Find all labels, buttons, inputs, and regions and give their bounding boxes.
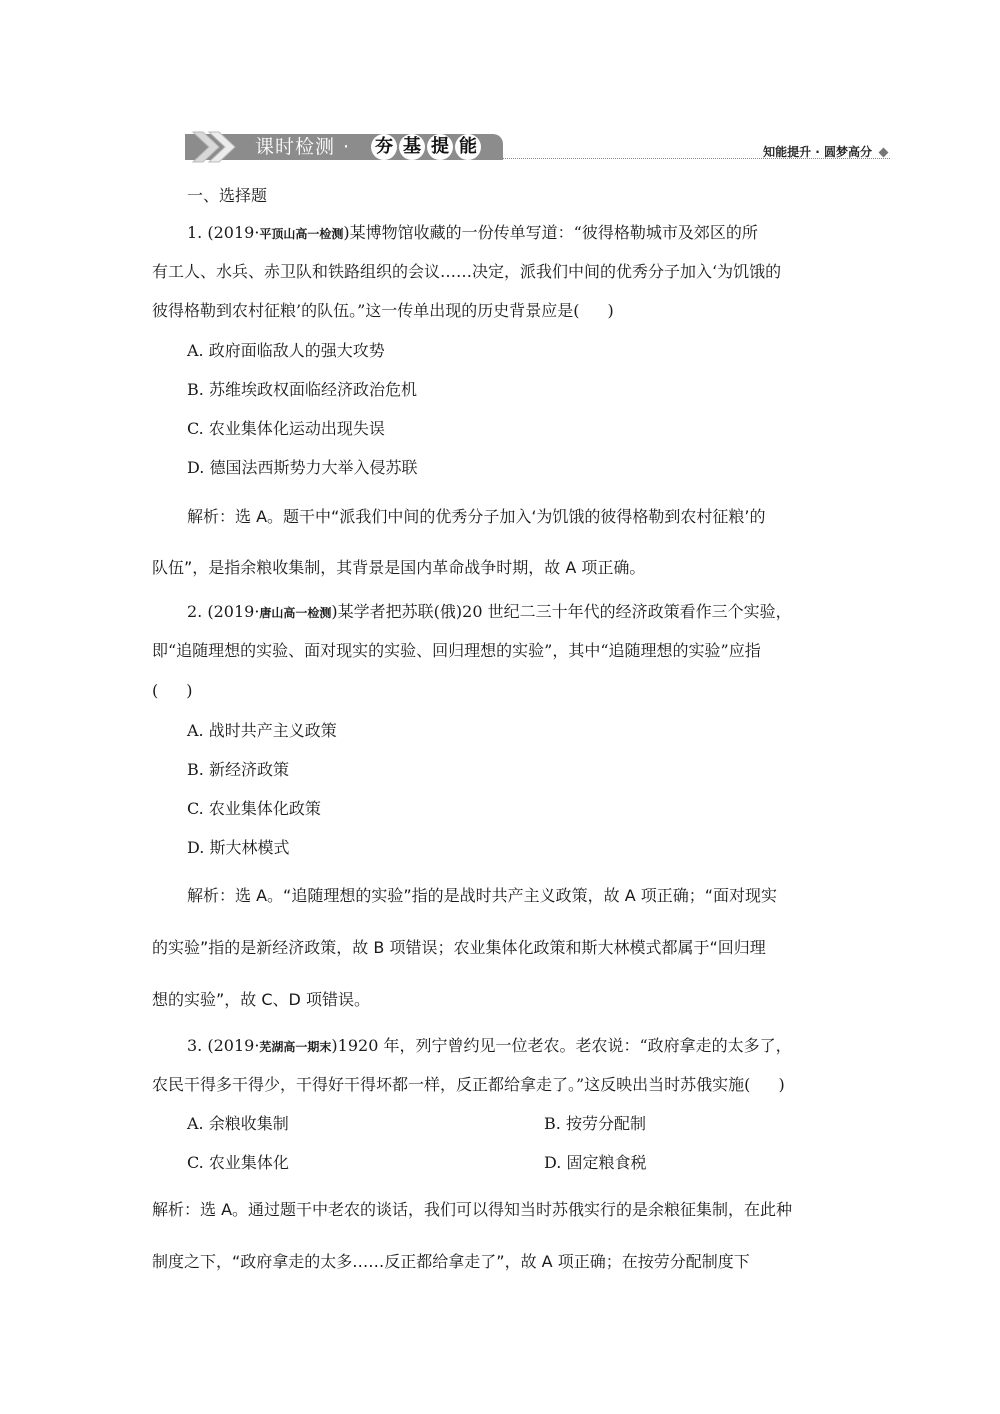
option-label: C. <box>187 1153 204 1172</box>
option-text: 新经济政策 <box>208 760 289 779</box>
question-stem-line <box>187 1035 792 1058</box>
question-year: (2019· <box>207 602 260 621</box>
section-banner <box>185 130 503 162</box>
question-stem-line <box>152 680 193 702</box>
stem-text: 1920 年，列宁曾约见一位老农。老农说：“政府拿走的太多了， <box>337 1036 792 1055</box>
banner-title-text: 课时检测 <box>255 136 336 158</box>
option-c <box>187 1152 289 1174</box>
option-c <box>187 798 321 820</box>
diamond-icon <box>879 148 889 158</box>
question-stem-line <box>152 300 614 322</box>
header-slogan: 知能提升 · 圆梦高分 <box>763 145 872 159</box>
option-label: C. <box>187 799 204 818</box>
question-stem-line: 有工人、水兵、赤卫队和铁路组织的会议……决定，派我们中间的优秀分子加入‘为饥饿的 <box>152 262 782 281</box>
option-b <box>187 759 289 781</box>
analysis-line: 解析：选 A。通过题干中老农的谈话，我们可以得知当时苏俄实行的是余粮征集制，在此种 <box>152 1200 793 1219</box>
option-c <box>187 418 385 440</box>
option-label: D. <box>187 458 205 477</box>
option-text: 农业集体化 <box>208 1153 289 1172</box>
analysis-line: 解析：选 A。“追随理想的实验”指的是战时共产主义政策，故 A 项正确；“面对现实 <box>187 886 778 905</box>
option-text: 德国法西斯势力大举入侵苏联 <box>209 458 418 477</box>
question-number: 2. <box>187 602 203 621</box>
analysis-line: 的实验”指的是新经济政策，故 B 项错误；农业集体化政策和斯大林模式都属于“回归理 <box>152 938 766 957</box>
option-b <box>187 379 417 401</box>
option-label: B. <box>187 380 204 399</box>
option-a <box>187 720 337 742</box>
option-label: A. <box>187 1114 204 1133</box>
stem-text: 某博物馆收藏的一份传单写道：“彼得格勒城市及郊区的所 <box>349 223 758 242</box>
question-stem-line <box>187 222 758 245</box>
banner-title <box>255 136 356 158</box>
option-b <box>544 1113 646 1135</box>
option-label: B. <box>544 1114 561 1133</box>
option-label: A. <box>187 341 204 360</box>
option-d <box>187 837 289 859</box>
double-chevron-icon <box>191 130 241 164</box>
banner-badges <box>371 134 481 160</box>
stem-text: 彼得格勒到农村征粮’的队伍。”这一传单出现的历史背景应是( <box>152 301 580 320</box>
stem-text: 农民干得多干得少，干得好干得坏都一样，反正都给拿走了。”这反映出当时苏俄实施( <box>152 1075 751 1094</box>
question-number: 1. <box>187 223 203 242</box>
analysis-line: 制度之下，“政府拿走的太多……反正都给拿走了”，故 A 项正确；在按劳分配制度下 <box>152 1252 750 1271</box>
option-text: 战时共产主义政策 <box>208 721 337 740</box>
analysis-line: 解析：选 A。题干中“派我们中间的优秀分子加入‘为饥饿的彼得格勒到农村征粮’的 <box>187 507 766 526</box>
question-source: 芜湖高一期末 <box>259 1040 332 1054</box>
question-stem-line: 即“追随理想的实验、面对现实的实验、回归理想的实验”，其中“追随理想的实验”应指 <box>152 641 761 660</box>
question-year: (2019· <box>207 223 260 242</box>
question-number: 3. <box>187 1036 203 1055</box>
stem-text: ) <box>778 1075 785 1094</box>
option-d <box>544 1152 646 1174</box>
banner-dot: · <box>343 136 351 158</box>
stem-text: ) <box>186 681 193 700</box>
option-a <box>187 340 385 362</box>
option-text: 农业集体化运动出现失误 <box>208 419 385 438</box>
option-label: C. <box>187 419 204 438</box>
banner-badge: 基 <box>399 134 425 160</box>
question-stem-line <box>187 601 792 624</box>
source-close: ) <box>331 1036 338 1055</box>
source-close: ) <box>343 223 350 242</box>
option-text: 农业集体化政策 <box>208 799 321 818</box>
question-stem-line <box>152 1074 785 1096</box>
stem-text: 某学者把苏联(俄)20 世纪二三十年代的经济政策看作三个实验， <box>337 602 792 621</box>
option-text: 固定粮食税 <box>566 1153 647 1172</box>
stem-text: ( <box>152 681 159 700</box>
option-text: 苏维埃政权面临经济政治危机 <box>208 380 417 399</box>
question-source: 平顶山高一检测 <box>259 227 344 241</box>
section-title: 一、选择题 <box>187 186 268 205</box>
option-text: 余粮收集制 <box>208 1114 289 1133</box>
analysis-line: 队伍”，是指余粮收集制，其背景是国内革命战争时期，故 A 项正确。 <box>152 558 646 577</box>
option-label: A. <box>187 721 204 740</box>
question-source: 唐山高一检测 <box>259 606 332 620</box>
banner-badge: 能 <box>455 134 481 160</box>
option-label: D. <box>187 838 205 857</box>
option-text: 按劳分配制 <box>565 1114 646 1133</box>
banner-badge: 夯 <box>371 134 397 160</box>
option-label: D. <box>544 1153 562 1172</box>
option-d <box>187 457 417 479</box>
option-text: 斯大林模式 <box>209 838 290 857</box>
question-year: (2019· <box>207 1036 260 1055</box>
option-text: 政府面临敌人的强大攻势 <box>208 341 385 360</box>
source-close: ) <box>331 602 338 621</box>
option-a <box>187 1113 289 1135</box>
analysis-line: 想的实验”，故 C、D 项错误。 <box>152 990 370 1009</box>
stem-text: ) <box>607 301 614 320</box>
banner-badge: 提 <box>427 134 453 160</box>
option-label: B. <box>187 760 204 779</box>
